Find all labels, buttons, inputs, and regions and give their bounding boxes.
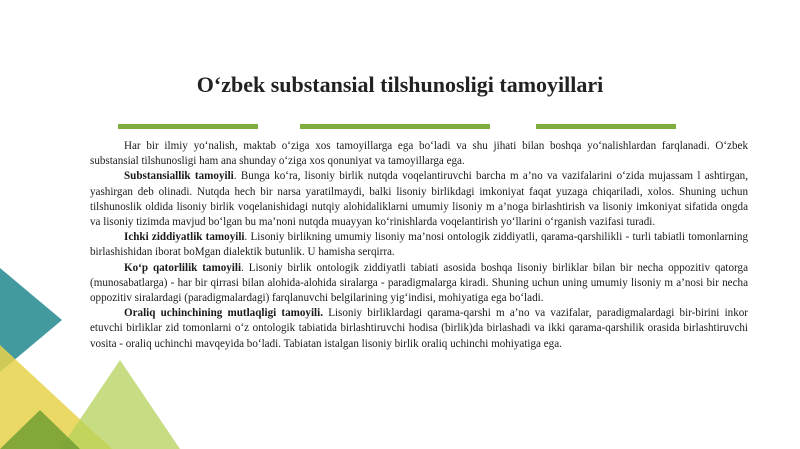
paragraph-ichki-ziddiyatlik — [90, 230, 748, 260]
paragraph-text: . Lisoniy birlikning umumiy lisoniy ma’nosi ontologik ziddiyatli, qarama-qarshilikli - turli tabiatli tomonlarning birlashishidan iborat boMgan dialektik butunlik. U hamisha serqirra. — [90, 231, 748, 259]
paragraph-lead: Oraliq uchinchining mutlaqligi tamoyili. — [124, 307, 323, 320]
title-underline-right — [536, 124, 676, 129]
paragraph-intro — [90, 139, 748, 169]
paragraph-text: . Lisoniy birlik ontologik ziddiyatli tabiati asosida boshqa lisoniy birliklar bilan bir necha oppozitiv qatorga (munosabatlarga) - har bir qirrasi bilan alohida-alohida siralarga - paradigmalarga kiradi. Shuning uchun uning umumiy lisoniy m a’nosi bir necha oppozitiv siralardagi (paradigmalardagi) farqlanuvchi belgilarining yig‘indisi, mohiyatiga ega bo‘ladi. — [90, 261, 748, 305]
body-text — [90, 139, 748, 352]
paragraph-kop-qatorlilik — [90, 261, 748, 307]
paragraph-lead: Substansiallik tamoyili — [124, 170, 234, 183]
paragraph-lead: Ko‘p qatorlilik tamoyili — [124, 261, 242, 274]
title-underline-center — [300, 124, 490, 129]
lime-triangle-shape — [60, 360, 180, 449]
paragraph-substansiallik — [90, 169, 748, 230]
title-underline-left — [118, 124, 258, 129]
paragraph-text: Lisoniy birliklardagi qarama-qarshi m a’no va vazifalar, paradigmalardagi bir-birini inkor etuvchi birliklar zid tomonlarni o‘z ontologik tabiatida birlashtiruvchi hodisa (birlik)da birlashadi va ikki qarama-qarshilik orasida birlashtiruvchi vosita - oraliq uchinchi mavqeyida bo‘ladi. Tabiatan istalgan lisoniy birlik oraliq uchinchi mohiyatiga ega. — [90, 307, 748, 350]
paragraph-text: Har bir ilmiy yo‘nalish, maktab o‘ziga xos tamoyillarga ega bo‘ladi va shu jihati bilan boshqa yo‘nalishlardan farqlanadi. O‘zbek substansial tilshunosligi ham ana shunday o‘ziga xos qonuniyat va tamoyillarga ega. — [90, 140, 748, 168]
slide-title: O‘zbek substansial tilshunosligi tamoyillari — [196, 72, 604, 97]
paragraph-text: . Bunga ko‘ra, lisoniy birlik nutqda voqelantiruvchi barcha m a’no va vazifalarini o‘zida mujassam l ashtirgan, yashirgan deb olinadi. Nutqda hech bir narsa yaratilmaydi, balki lisoniy birlikdagi imkoniyat faqat yuzaga chiqariladi, xolos. Shuning uchun tilshunoslik oldida lisoniy birlik voqelanishidagi nutqiy alohidaliklarni umumiy lisoniy m a’noga birlashtirish va lisoniy imkoniyat sifatida ongda va lisoniy tizimda mavjud bo‘lgan bu ma’noni nutqda muayyan ko‘rinishlarda voqelantirish yo‘llarini o‘rganish vazifasi turadi. — [90, 170, 748, 229]
paragraph-lead: Ichki ziddiyatlik tamoyili — [124, 231, 245, 244]
paragraph-oraliq-uchinchi — [90, 306, 748, 352]
